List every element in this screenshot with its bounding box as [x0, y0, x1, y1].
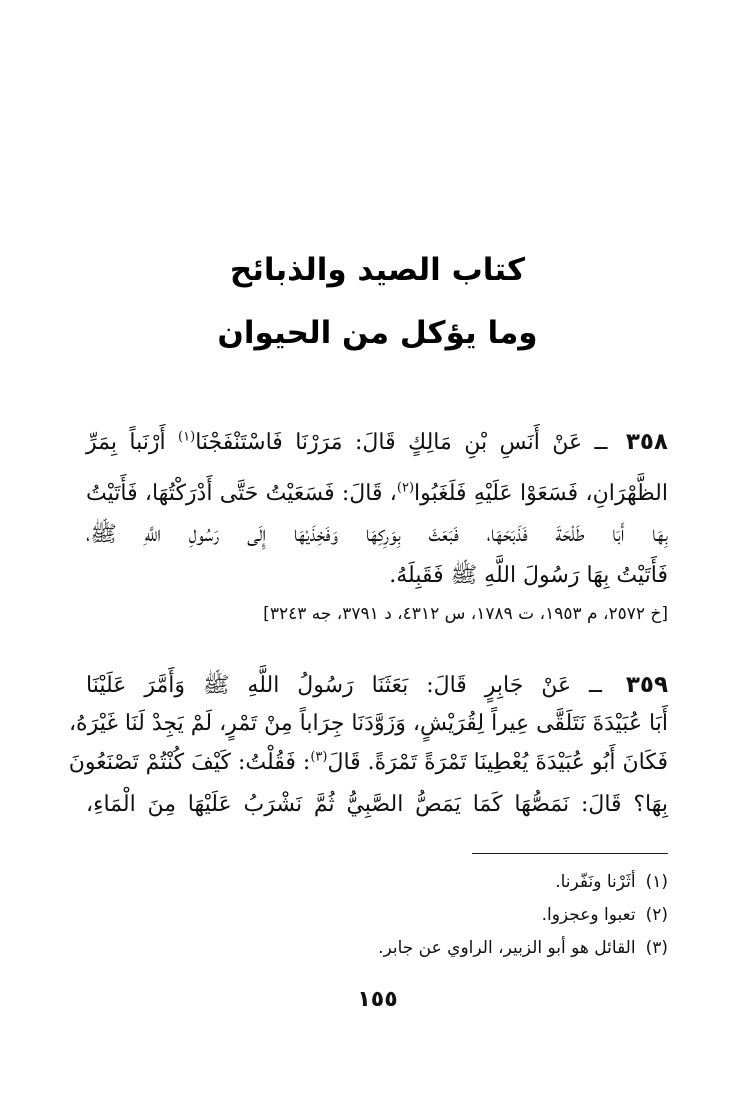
hadith-text: الظَّهْرَانِ، فَسَعَوْا عَلَيْهِ فَلَغَبُوا — [414, 481, 668, 506]
hadith-359-line-1 — [86, 670, 668, 701]
footnote-mark: (٢) — [396, 480, 415, 496]
footnote-text: تعبوا وعجزوا. — [541, 905, 636, 925]
hadith-text: فَأَتَيْتُ بِهَا رَسُولَ اللَّهِ ﷺ فَقَبِلَهُ. — [389, 563, 668, 588]
hadith-text: ــ عَنْ جَابِرٍ قَالَ: بَعَثَنَا رَسُولُ اللَّهِ ﷺ وَأَمَّرَ عَلَيْنَا — [86, 673, 602, 698]
hadith-359-line-4 — [86, 790, 668, 820]
footnote-number: (٢) — [645, 905, 668, 925]
hadith-358-line-1 — [86, 427, 668, 458]
footnote-text: القائل هو أبو الزبير، الراوي عن جابر. — [378, 938, 636, 958]
footnote-mark: (٣) — [310, 749, 328, 765]
hadith-text: أَبَا عُبَيْدَةَ نَتَلَقَّى عِيراً لِقُرَيْشٍ، وَزَوَّدَنَا جِرَاباً مِنْ تَمْرٍ، لَمْ يَجِدْ لَنَا غَيْرَهُ، — [68, 711, 668, 736]
hadith-text: ــ عَنْ أَنَسِ بْنِ مَالِكٍ قَالَ: مَرَرْنَا فَاسْتَنْفَجْنَا — [195, 430, 608, 455]
footnote-1 — [86, 869, 668, 895]
hadith-358-line-4 — [86, 561, 668, 591]
chapter-title-line-1: كتاب الصيد والذبائح — [229, 252, 526, 288]
hadith-text: بِهَا؟ قَالَ: نَمَصُّهَا كَمَا يَمَصُّ الصَّبِيُّ ثُمَّ نَشْرَبُ عَلَيْهَا مِنَ الْمَاءِ، — [86, 792, 668, 817]
hadith-359-line-3 — [68, 748, 668, 778]
footnote-number: (١) — [645, 872, 668, 892]
footnote-2 — [86, 902, 668, 928]
footnote-mark: (١) — [178, 429, 196, 445]
footnote-text: أثَرْنا ونَفّرنا. — [555, 872, 636, 892]
hadith-text: أَرْنَباً بِمَرِّ — [86, 430, 166, 455]
footnote-number: (٣) — [645, 938, 668, 958]
page-number: ١٥٥ — [357, 987, 398, 1012]
hadith-number: ٣٥٩ — [625, 672, 668, 698]
hadith-359-line-2 — [68, 709, 668, 739]
hadith-358-line-2 — [86, 479, 668, 509]
hadith-358-line-3 — [86, 520, 668, 550]
hadith-number: ٣٥٨ — [625, 429, 668, 455]
hadith-text: : فَقُلْتُ: كَيْفَ كُنْتُمْ تَصْنَعُونَ — [68, 750, 311, 775]
hadith-text: فَكَانَ أَبُو عُبَيْدَةَ يُعْطِينَا تَمْرَةً تَمْرَةً. قَالَ — [327, 750, 668, 775]
hadith-358-references: [خ ٢٥٧٢، م ١٩٥٣، ت ١٧٨٩، س ٤٣١٢، د ٣٧٩١، جه ٣٢٤٣] — [263, 604, 668, 624]
chapter-title-line-2: وما يؤكل من الحيوان — [217, 315, 538, 351]
hadith-text: بِهَا أَبَا طَلْحَةَ فَذَبَحَهَا، فَبَعَثَ بِوَرِكِهَا وَفَخِذَيْهَا إِلَى رَسُولِ اللَّهِ ﷺ، — [86, 522, 668, 547]
footnote-separator — [472, 853, 668, 854]
hadith-text: ، قَالَ: فَسَعَيْتُ حَتَّى أَدْرَكْتُهَا، فَأَتَيْتُ — [86, 481, 397, 506]
footnote-3 — [86, 935, 668, 961]
